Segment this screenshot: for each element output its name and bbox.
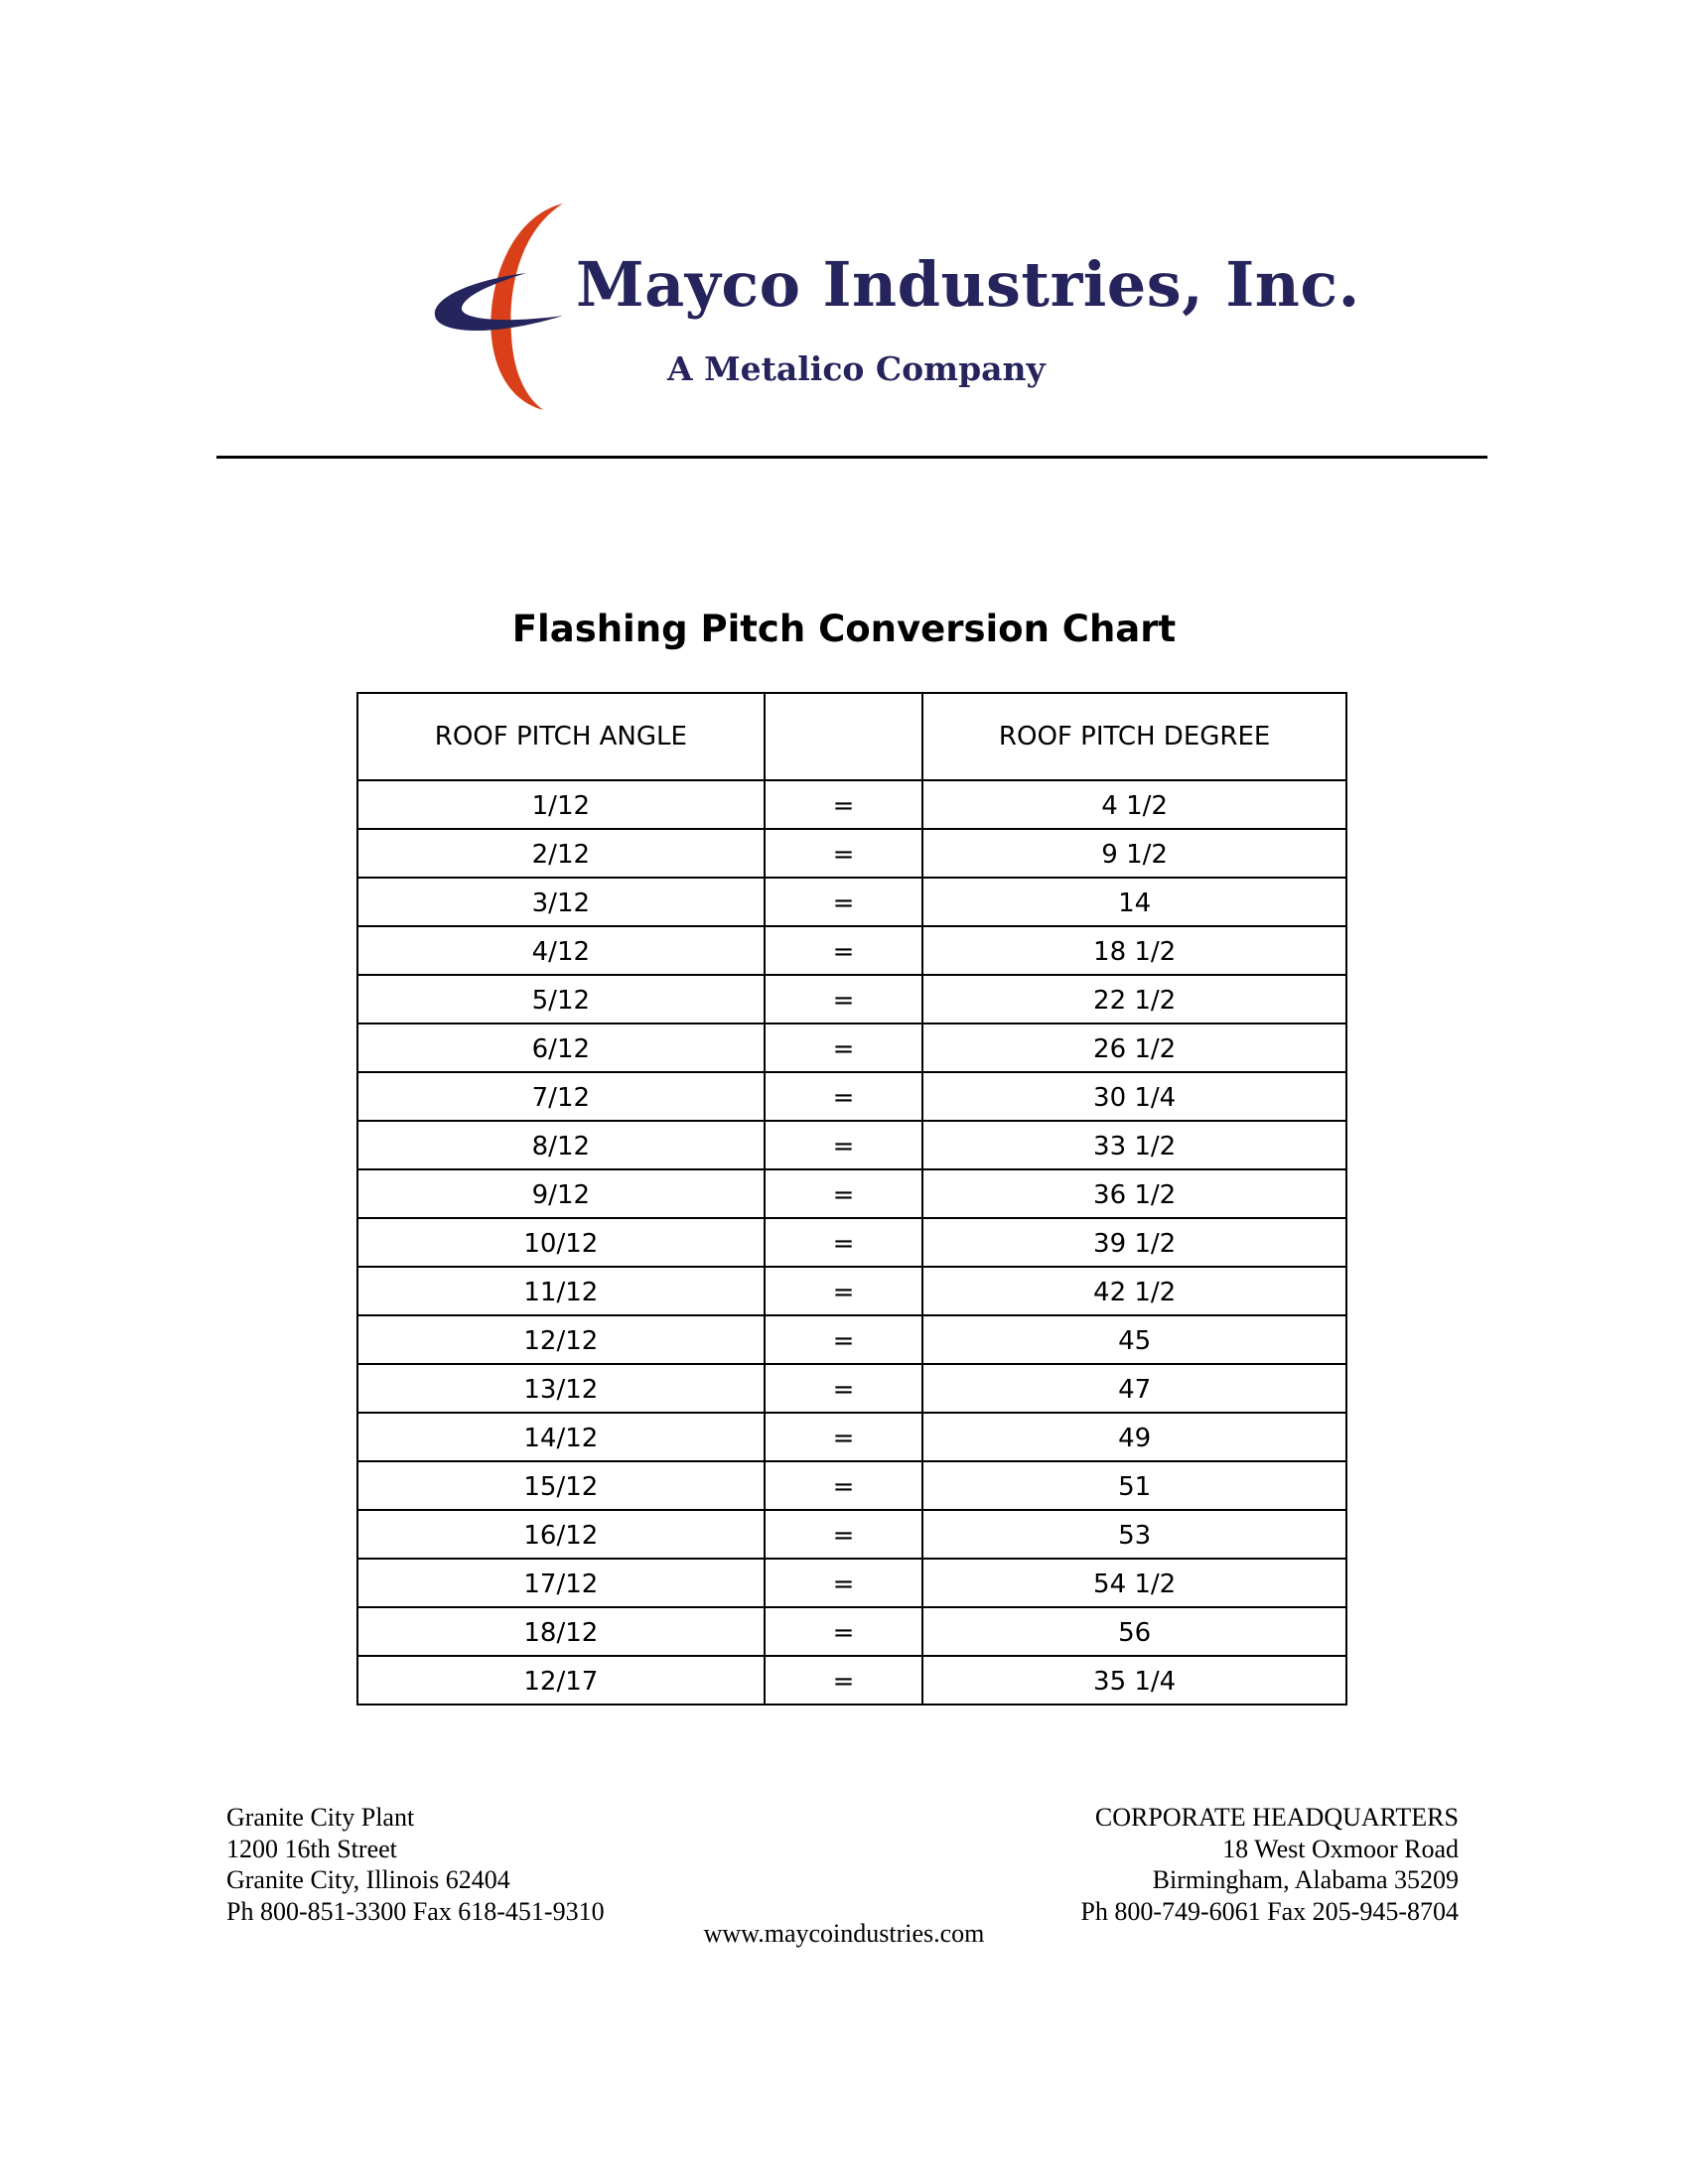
table-row (357, 1315, 1346, 1364)
table-header-row (357, 693, 1346, 780)
pitch-degree-cell: 39 1/2 (922, 1218, 1346, 1267)
hq-phone: Ph 800-749-6061 Fax 205-945-8704 (1080, 1896, 1459, 1926)
equals-cell: = (765, 1413, 923, 1461)
pitch-degree-cell: 18 1/2 (922, 926, 1346, 975)
equals-cell: = (765, 1510, 923, 1559)
table-row (357, 780, 1346, 829)
table-row (357, 1510, 1346, 1559)
equals-cell: = (765, 1607, 923, 1656)
equals-cell: = (765, 1267, 923, 1315)
table-row (357, 1024, 1346, 1072)
pitch-degree-cell: 4 1/2 (922, 780, 1346, 829)
table-row (357, 1461, 1346, 1510)
pitch-angle-cell: 12/17 (357, 1656, 765, 1705)
equals-cell: = (765, 1169, 923, 1218)
pitch-angle-cell: 12/12 (357, 1315, 765, 1364)
plant-phone: Ph 800-851-3300 Fax 618-451-9310 (226, 1896, 605, 1926)
pitch-degree-cell: 35 1/4 (922, 1656, 1346, 1705)
pitch-angle-cell: 6/12 (357, 1024, 765, 1072)
pitch-angle-cell: 13/12 (357, 1364, 765, 1413)
table-row (357, 1559, 1346, 1607)
pitch-degree-cell: 54 1/2 (922, 1559, 1346, 1607)
company-logo (432, 199, 1360, 417)
headquarters-address (1080, 1802, 1459, 1927)
pitch-conversion-table (356, 692, 1347, 1706)
equals-cell: = (765, 1218, 923, 1267)
pitch-angle-cell: 14/12 (357, 1413, 765, 1461)
hq-city: Birmingham, Alabama 35209 (1152, 1865, 1459, 1894)
pitch-degree-cell: 22 1/2 (922, 975, 1346, 1024)
pitch-angle-cell: 9/12 (357, 1169, 765, 1218)
page-title: Flashing Pitch Conversion Chart (511, 608, 1177, 650)
pitch-angle-cell: 2/12 (357, 829, 765, 878)
pitch-degree-cell: 9 1/2 (922, 829, 1346, 878)
pitch-angle-cell: 17/12 (357, 1559, 765, 1607)
equals-cell: = (765, 780, 923, 829)
equals-cell: = (765, 975, 923, 1024)
pitch-angle-cell: 5/12 (357, 975, 765, 1024)
header-blank (765, 693, 923, 780)
pitch-angle-cell: 10/12 (357, 1218, 765, 1267)
table-row (357, 1169, 1346, 1218)
website-link[interactable]: www.maycoindustries.com (703, 1919, 985, 1948)
pitch-degree-cell: 42 1/2 (922, 1267, 1346, 1315)
table-row (357, 1656, 1346, 1705)
pitch-angle-cell: 3/12 (357, 878, 765, 926)
pitch-degree-cell: 49 (922, 1413, 1346, 1461)
equals-cell: = (765, 829, 923, 878)
plant-name: Granite City Plant (226, 1803, 415, 1832)
pitch-degree-cell: 47 (922, 1364, 1346, 1413)
plant-street: 1200 16th Street (226, 1834, 397, 1863)
table-row (357, 975, 1346, 1024)
pitch-angle-cell: 18/12 (357, 1607, 765, 1656)
pitch-degree-cell: 30 1/4 (922, 1072, 1346, 1121)
equals-cell: = (765, 1072, 923, 1121)
pitch-degree-cell: 56 (922, 1607, 1346, 1656)
table-row (357, 1218, 1346, 1267)
equals-cell: = (765, 1024, 923, 1072)
plant-city: Granite City, Illinois 62404 (226, 1865, 510, 1894)
table-row (357, 926, 1346, 975)
equals-cell: = (765, 878, 923, 926)
pitch-degree-cell: 26 1/2 (922, 1024, 1346, 1072)
pitch-angle-cell: 16/12 (357, 1510, 765, 1559)
table-row (357, 829, 1346, 878)
pitch-degree-cell: 14 (922, 878, 1346, 926)
table-row (357, 1607, 1346, 1656)
equals-cell: = (765, 1559, 923, 1607)
equals-cell: = (765, 926, 923, 975)
pitch-angle-cell: 7/12 (357, 1072, 765, 1121)
equals-cell: = (765, 1315, 923, 1364)
pitch-degree-cell: 53 (922, 1510, 1346, 1559)
header-divider (216, 456, 1487, 459)
pitch-degree-cell: 36 1/2 (922, 1169, 1346, 1218)
header-pitch-degree: ROOF PITCH DEGREE (922, 693, 1346, 780)
hq-street: 18 West Oxmoor Road (1222, 1834, 1459, 1863)
table-row (357, 1121, 1346, 1169)
pitch-angle-cell: 1/12 (357, 780, 765, 829)
table-row (357, 1267, 1346, 1315)
pitch-degree-cell: 51 (922, 1461, 1346, 1510)
equals-cell: = (765, 1656, 923, 1705)
pitch-angle-cell: 15/12 (357, 1461, 765, 1510)
company-name: Mayco Industries, Inc. (576, 248, 1360, 321)
header-pitch-angle: ROOF PITCH ANGLE (357, 693, 765, 780)
table-row (357, 1413, 1346, 1461)
pitch-degree-cell: 33 1/2 (922, 1121, 1346, 1169)
table-row (357, 878, 1346, 926)
equals-cell: = (765, 1461, 923, 1510)
company-tagline: A Metalico Company (667, 349, 1046, 388)
pitch-angle-cell: 11/12 (357, 1267, 765, 1315)
pitch-degree-cell: 45 (922, 1315, 1346, 1364)
equals-cell: = (765, 1364, 923, 1413)
pitch-angle-cell: 4/12 (357, 926, 765, 975)
hq-name: CORPORATE HEADQUARTERS (1094, 1803, 1459, 1832)
table-row (357, 1364, 1346, 1413)
pitch-angle-cell: 8/12 (357, 1121, 765, 1169)
plant-address (226, 1802, 605, 1927)
equals-cell: = (765, 1121, 923, 1169)
table-row (357, 1072, 1346, 1121)
